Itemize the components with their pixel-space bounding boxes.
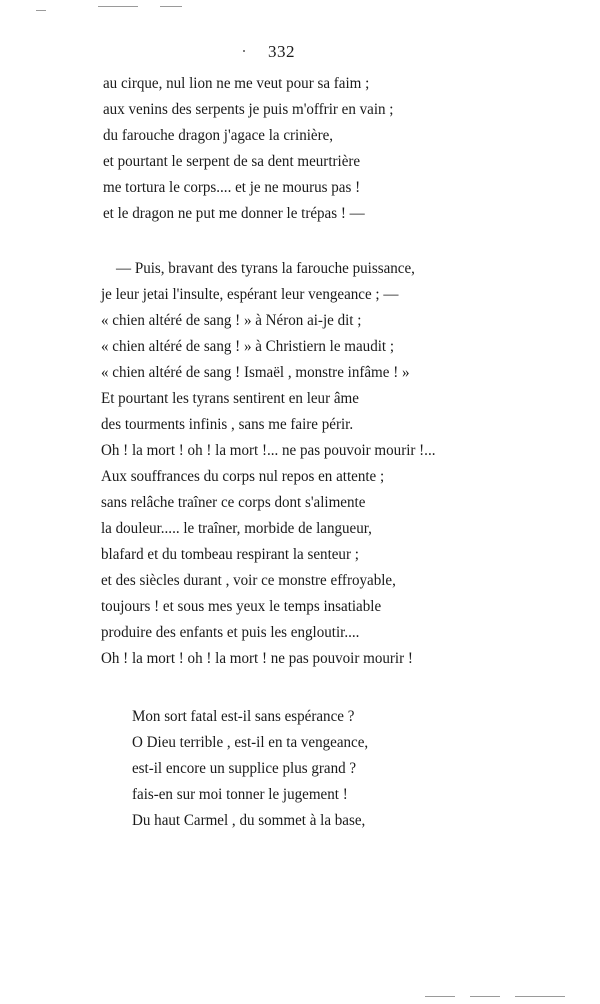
verse-line: Mon sort fatal est-il sans espérance ? xyxy=(132,707,355,725)
scan-artifact-top-2 xyxy=(98,6,138,7)
verse-line: et le dragon ne put me donner le trépas ! — xyxy=(103,204,365,222)
verse-line: « chien altéré de sang ! » à Néron ai-je dit ; xyxy=(101,311,362,329)
verse-line: est-il encore un supplice plus grand ? xyxy=(132,759,357,777)
verse-line: et des siècles durant , voir ce monstre effroyable, xyxy=(101,571,396,589)
verse-line: Et pourtant les tyrans sentirent en leur âme xyxy=(101,389,359,407)
verse-line: produire des enfants et puis les engloutir.... xyxy=(101,623,360,641)
verse-line: « chien altéré de sang ! Ismaël , monstre infâme ! » xyxy=(101,363,410,381)
verse-line: des tourments infinis , sans me faire périr. xyxy=(101,415,354,433)
verse-line: du farouche dragon j'agace la crinière, xyxy=(103,126,334,144)
verse-line: au cirque, nul lion ne me veut pour sa faim ; xyxy=(103,74,370,92)
verse-line: fais-en sur moi tonner le jugement ! xyxy=(132,785,348,803)
page-number: 332 xyxy=(268,42,295,61)
verse-line: — Puis, bravant des tyrans la farouche puissance, xyxy=(116,259,415,277)
verse-line: la douleur..... le traîner, morbide de langueur, xyxy=(101,519,372,537)
verse-line: aux venins des serpents je puis m'offrir en vain ; xyxy=(103,100,394,118)
verse-line: Oh ! la mort ! oh ! la mort ! ne pas pouvoir mourir ! xyxy=(101,649,413,667)
verse-line: blafard et du tombeau respirant la senteur ; xyxy=(101,545,359,563)
verse-line: Aux souffrances du corps nul repos en attente ; xyxy=(101,467,385,485)
verse-line: sans relâche traîner ce corps dont s'alimente xyxy=(101,493,366,511)
scan-dot xyxy=(243,50,245,52)
verse-line: toujours ! et sous mes yeux le temps insatiable xyxy=(101,597,382,615)
verse-line: « chien altéré de sang ! » à Christiern le maudit ; xyxy=(101,337,395,355)
verse-line: Du haut Carmel , du sommet à la base, xyxy=(132,811,366,829)
verse-line: et pourtant le serpent de sa dent meurtrière xyxy=(103,152,361,170)
scan-artifact-bottom-2 xyxy=(470,996,500,997)
scan-artifact-top-3 xyxy=(160,6,182,7)
verse-line: O Dieu terrible , est-il en ta vengeance, xyxy=(132,733,369,751)
scan-artifact-bottom-1 xyxy=(425,996,455,997)
scan-artifact-top-1 xyxy=(36,10,46,11)
scan-artifact-bottom-3 xyxy=(515,996,565,997)
verse-line: Oh ! la mort ! oh ! la mort !... ne pas pouvoir mourir !... xyxy=(101,441,436,459)
verse-line: je leur jetai l'insulte, espérant leur vengeance ; — xyxy=(101,285,399,303)
verse-line: me tortura le corps.... et je ne mourus pas ! xyxy=(103,178,361,196)
